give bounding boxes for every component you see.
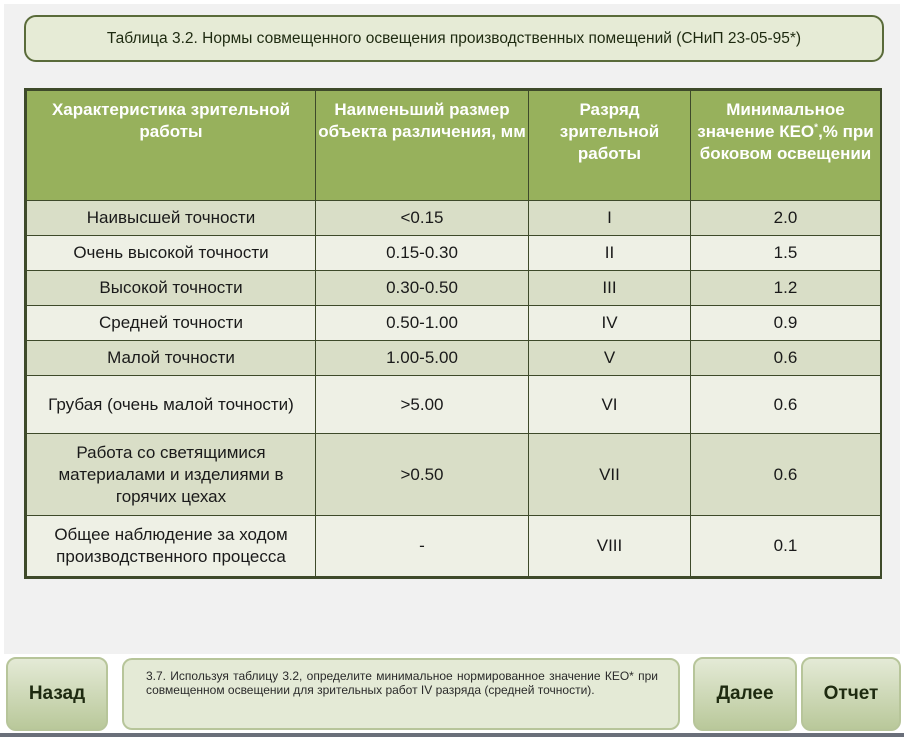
header-characteristic: Характеристика зрительной работы xyxy=(27,91,316,201)
cell-keo: 0.6 xyxy=(691,434,881,516)
cell-grade: I xyxy=(529,201,691,236)
cell-keo: 1.5 xyxy=(691,236,881,271)
bottom-divider xyxy=(0,733,904,737)
table-row xyxy=(27,516,881,577)
cell-keo: 0.9 xyxy=(691,306,881,341)
cell-keo: 0.6 xyxy=(691,376,881,434)
cell-characteristic: Работа со светящимися материалами и изделиями в горячих цехах xyxy=(27,434,316,516)
next-button[interactable]: Далее xyxy=(693,657,797,731)
cell-grade: VII xyxy=(529,434,691,516)
cell-size: - xyxy=(316,516,529,577)
cell-keo: 0.1 xyxy=(691,516,881,577)
cell-characteristic: Средней точности xyxy=(27,306,316,341)
cell-characteristic: Общее наблюдение за ходом производственного процесса xyxy=(27,516,316,577)
header-keo-asterisk: * xyxy=(814,122,819,134)
header-keo xyxy=(691,91,881,201)
cell-keo: 2.0 xyxy=(691,201,881,236)
task-text: 3.7. Используя таблицу 3.2, определите минимальное нормированное значение КЕО* при совмещенном освещении для зрительных работ IV разряда (средней точности). xyxy=(146,669,658,697)
cell-size: 0.30-0.50 xyxy=(316,271,529,306)
cell-size: <0.15 xyxy=(316,201,529,236)
cell-grade: VI xyxy=(529,376,691,434)
cell-characteristic: Грубая (очень малой точности) xyxy=(27,376,316,434)
cell-grade: IV xyxy=(529,306,691,341)
table-row xyxy=(27,376,881,434)
table-row xyxy=(27,434,881,516)
cell-keo: 1.2 xyxy=(691,271,881,306)
cell-grade: V xyxy=(529,341,691,376)
cell-characteristic: Очень высокой точности xyxy=(27,236,316,271)
header-keo-main: Минимальное значение КЕО xyxy=(697,100,845,141)
table-row xyxy=(27,271,881,306)
header-grade: Разряд зрительной работы xyxy=(529,91,691,201)
table-header-row xyxy=(27,91,881,201)
table-row xyxy=(27,341,881,376)
cell-characteristic: Высокой точности xyxy=(27,271,316,306)
cell-size: >0.50 xyxy=(316,434,529,516)
cell-characteristic: Малой точности xyxy=(27,341,316,376)
cell-size: >5.00 xyxy=(316,376,529,434)
table-title-text: Таблица 3.2. Нормы совмещенного освещения производственных помещений (СНиП 23-05-95*) xyxy=(106,29,802,47)
cell-characteristic: Наивысшей точности xyxy=(27,201,316,236)
cell-size: 1.00-5.00 xyxy=(316,341,529,376)
cell-keo: 0.6 xyxy=(691,341,881,376)
task-instructions xyxy=(122,658,680,730)
cell-size: 0.15-0.30 xyxy=(316,236,529,271)
cell-grade: II xyxy=(529,236,691,271)
table-row xyxy=(27,201,881,236)
cell-grade: III xyxy=(529,271,691,306)
report-button[interactable]: Отчет xyxy=(801,657,901,731)
table-title xyxy=(24,15,884,62)
back-button[interactable]: Назад xyxy=(6,657,108,731)
table-row xyxy=(27,306,881,341)
cell-size: 0.50-1.00 xyxy=(316,306,529,341)
header-keo-rest: ,% при боковом освещении xyxy=(699,122,874,163)
table-row xyxy=(27,236,881,271)
header-object-size: Наименьший размер объекта различения, мм xyxy=(316,91,529,201)
cell-grade: VIII xyxy=(529,516,691,577)
norms-table xyxy=(24,88,882,579)
